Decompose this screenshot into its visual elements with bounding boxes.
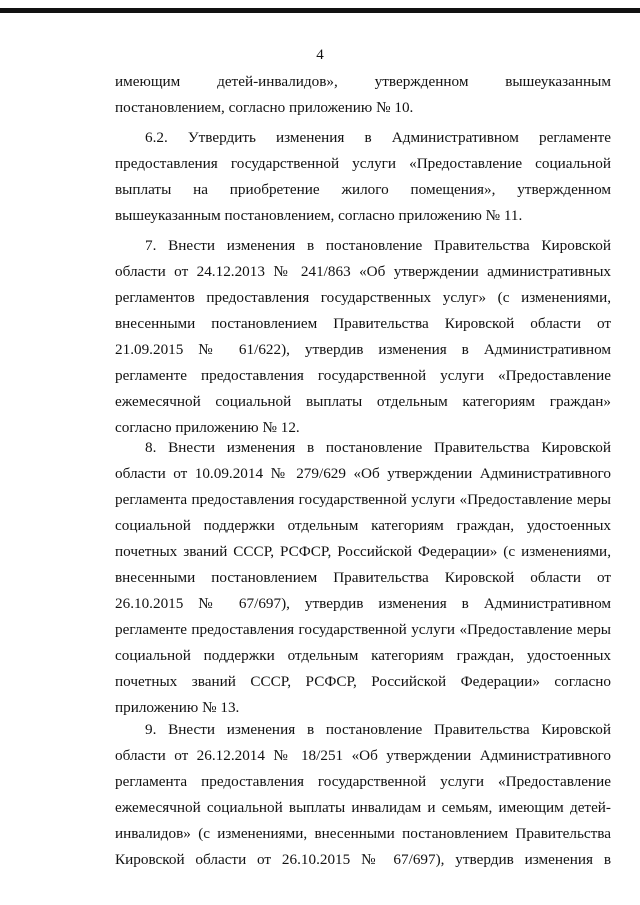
text-line: почетных званий СССР, РСФСР, Российской Федерации» согласно: [115, 673, 611, 690]
text-line: регламенте предоставления государственной услуги «Предоставление меры: [115, 621, 611, 638]
text-line: регламента предоставления государственной услуги «Предоставление: [115, 773, 611, 790]
text-line: 26.10.2015 № 67/697), утвердив изменения в Административном: [115, 595, 611, 612]
text-line: почетных званий СССР, РСФСР, Российской Федерации» (с изменениями,: [115, 543, 611, 560]
text-line: социальной поддержки отдельным категориям граждан, удостоенных: [115, 647, 611, 664]
text-line: ежемесячной социальной выплаты инвалидам и семьям, имеющим детей-: [115, 799, 611, 816]
text-line: внесенными постановлением Правительства Кировской области от: [115, 569, 611, 586]
page-number: 4: [316, 47, 324, 63]
text-line: области от 26.12.2014 № 18/251 «Об утверждении Административного: [115, 747, 611, 764]
text-line: имеющим детей-инвалидов», утвержденном вышеуказанным: [115, 73, 611, 90]
text-line: 7. Внести изменения в постановление Правительства Кировской: [145, 237, 611, 254]
text-line: 9. Внести изменения в постановление Правительства Кировской: [145, 721, 611, 738]
text-line: предоставления государственной услуги «Предоставление социальной: [115, 155, 611, 172]
text-line: выплаты на приобретение жилого помещения», утвержденном: [115, 181, 611, 198]
scan-top-border: [0, 8, 640, 13]
text-line: приложению № 13.: [115, 699, 240, 716]
text-line: ежемесячной социальной выплаты отдельным категориям граждан»: [115, 393, 611, 410]
text-line: регламентов предоставления государственных услуг» (с изменениями,: [115, 289, 611, 306]
text-line: внесенными постановлением Правительства Кировской области от: [115, 315, 611, 332]
text-line: регламента предоставления государственной услуги «Предоставление меры: [115, 491, 611, 508]
text-line: области от 24.12.2013 № 241/863 «Об утверждении административных: [115, 263, 611, 280]
text-line: области от 10.09.2014 № 279/629 «Об утверждении Административного: [115, 465, 611, 482]
text-line: 21.09.2015 № 61/622), утвердив изменения в Административном: [115, 341, 611, 358]
text-line: постановлением, согласно приложению № 10.: [115, 99, 414, 116]
text-line: вышеуказанным постановлением, согласно приложению № 11.: [115, 207, 523, 224]
text-line: Кировской области от 26.10.2015 № 67/697), утвердив изменения в: [115, 851, 611, 868]
text-line: социальной поддержки отдельным категориям граждан, удостоенных: [115, 517, 611, 534]
text-line: согласно приложению № 12.: [115, 419, 300, 436]
text-line: инвалидов» (с изменениями, внесенными постановлением Правительства: [115, 825, 611, 842]
text-line: 8. Внести изменения в постановление Правительства Кировской: [145, 439, 611, 456]
text-line: 6.2. Утвердить изменения в Административном регламенте: [145, 129, 611, 146]
text-line: регламенте предоставления государственной услуги «Предоставление: [115, 367, 611, 384]
